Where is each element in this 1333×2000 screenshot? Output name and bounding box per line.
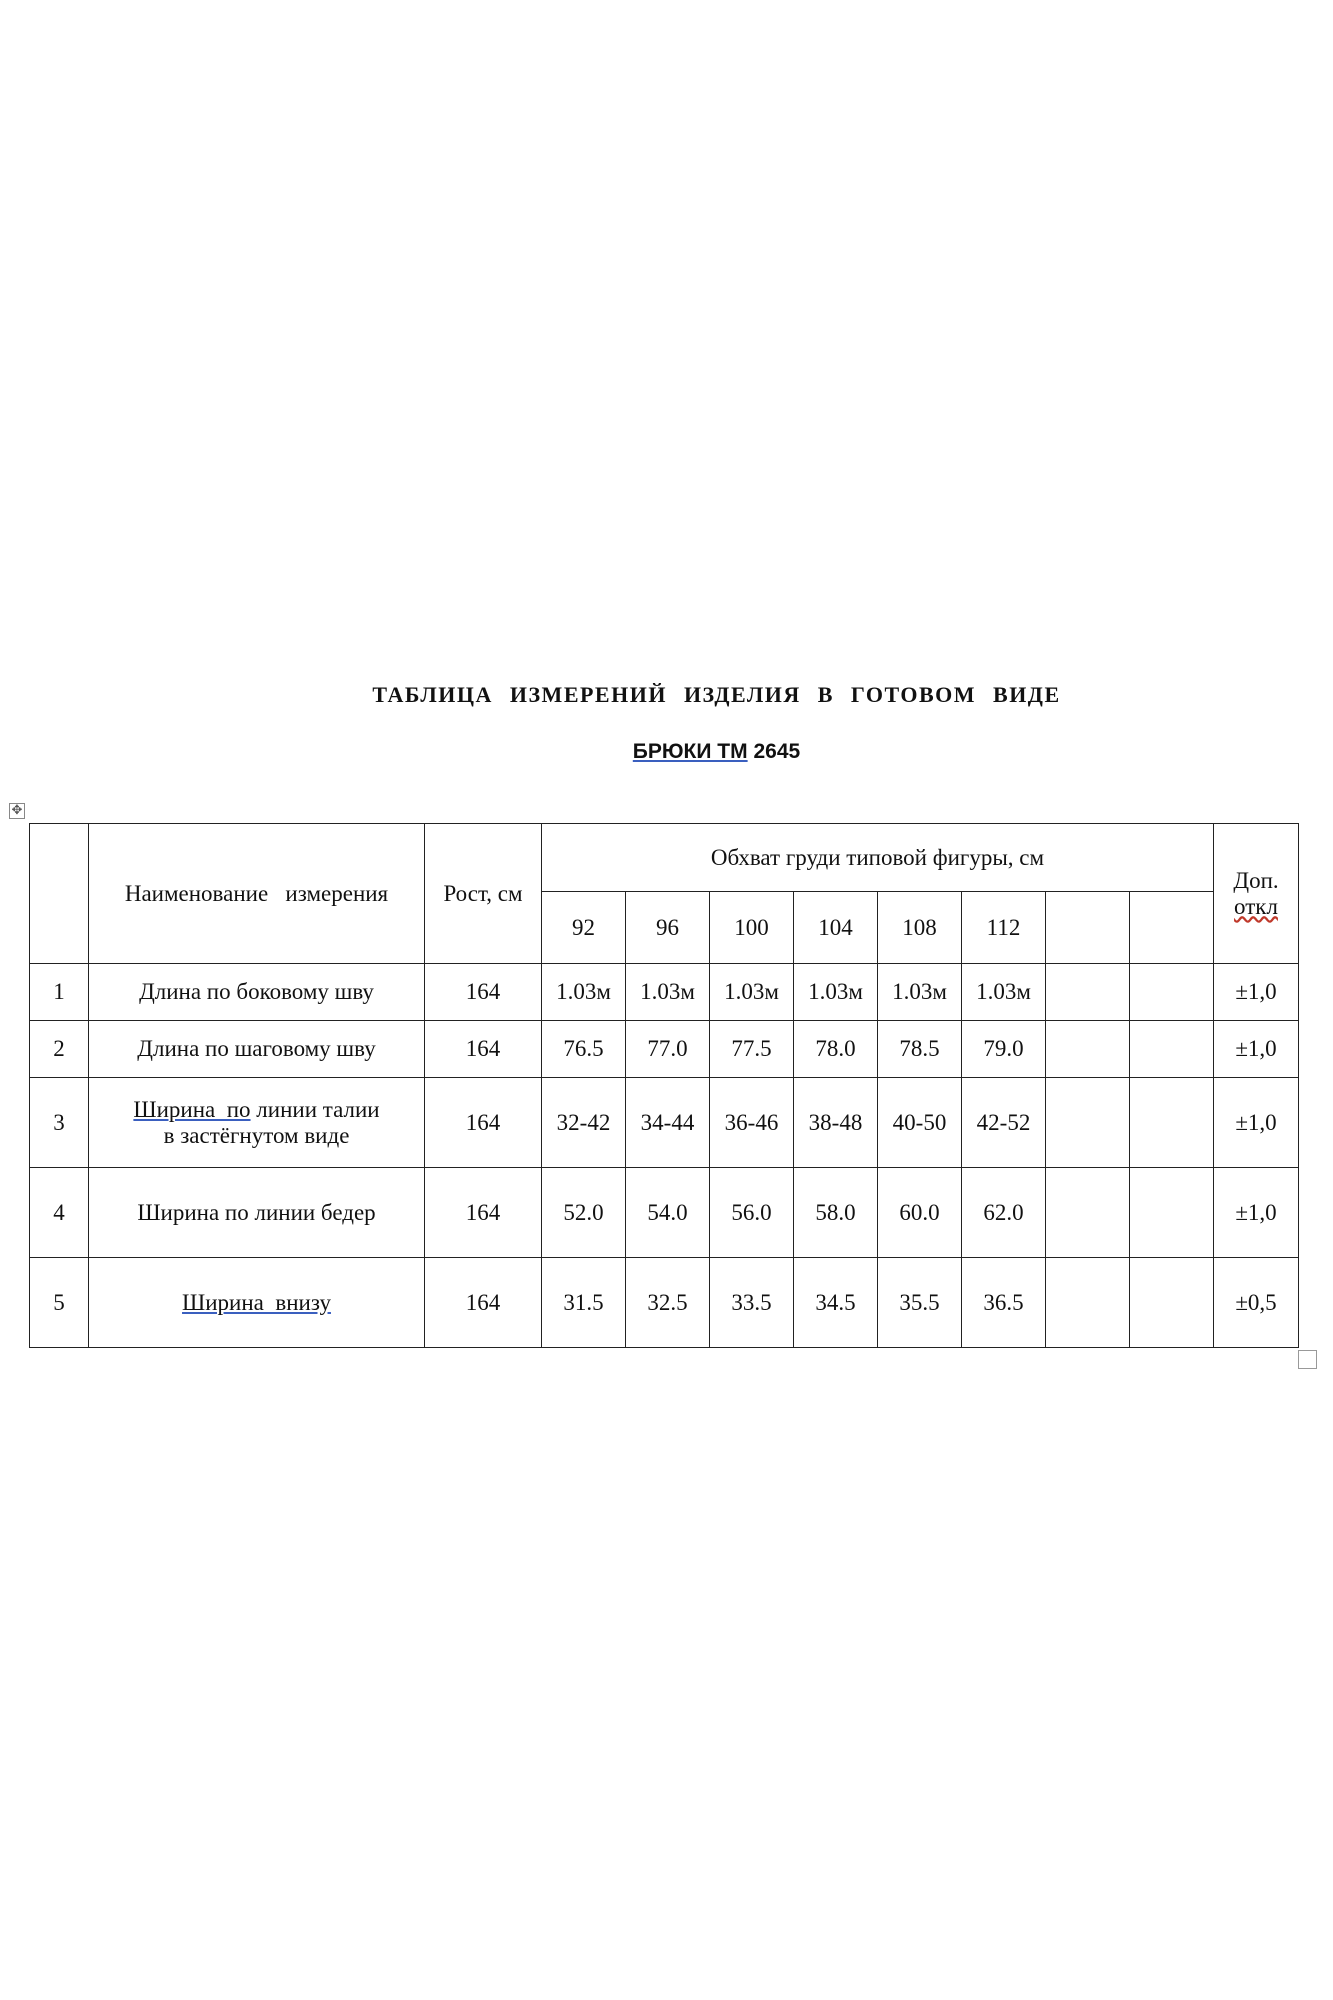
row-value: 36-46 <box>710 1078 794 1168</box>
row-measurement-name: Длина по шаговому шву <box>89 1021 425 1078</box>
header-tolerance-line1: Доп. <box>1233 867 1279 893</box>
row-measurement-name: Длина по боковому шву <box>89 964 425 1021</box>
row-value: 34-44 <box>626 1078 710 1168</box>
row-value: 1.03м <box>878 964 962 1021</box>
row-number: 3 <box>30 1078 89 1168</box>
row-value: 31.5 <box>542 1258 626 1348</box>
row-value <box>1046 1078 1130 1168</box>
row-value: 79.0 <box>962 1021 1046 1078</box>
row-value: 42-52 <box>962 1078 1046 1168</box>
document-title: ТАБЛИЦА ИЗМЕРЕНИЙ ИЗДЕЛИЯ В ГОТОВОМ ВИДЕ <box>372 682 1061 707</box>
row-value: 38-48 <box>794 1078 878 1168</box>
header-height-cell <box>425 824 542 964</box>
header-row-1 <box>30 824 1299 892</box>
row-measurement-name-line1 <box>89 1097 424 1123</box>
row-value: 77.0 <box>626 1021 710 1078</box>
row-tolerance: ±1,0 <box>1214 1021 1299 1078</box>
header-tolerance-cell <box>1214 824 1299 964</box>
row-measurement-name <box>89 1258 425 1348</box>
table-move-handle-icon[interactable]: ✥ <box>9 803 25 819</box>
row-tolerance: ±0,5 <box>1214 1258 1299 1348</box>
subtitle-product: БРЮКИ ТМ <box>632 740 748 763</box>
row-measurement-name: Ширина по линии бедер <box>89 1168 425 1258</box>
row-value <box>1130 1168 1214 1258</box>
row-measurement-name <box>89 1078 425 1168</box>
row-height: 164 <box>425 964 542 1021</box>
row-value: 60.0 <box>878 1168 962 1258</box>
header-height-label: Рост, см <box>443 880 523 906</box>
row-number: 2 <box>30 1021 89 1078</box>
row-height: 164 <box>425 1258 542 1348</box>
header-num-cell <box>30 824 89 964</box>
row-number: 1 <box>30 964 89 1021</box>
row-value: 35.5 <box>878 1258 962 1348</box>
header-tolerance-line2: откл <box>1234 893 1278 919</box>
header-chest-group-label: Обхват груди типовой фигуры, см <box>710 844 1045 870</box>
row-value: 40-50 <box>878 1078 962 1168</box>
size-cell: 100 <box>710 892 794 964</box>
table-row <box>30 964 1299 1021</box>
header-chest-group-cell <box>542 824 1214 892</box>
row-value <box>1046 1168 1130 1258</box>
row-tolerance: ±1,0 <box>1214 1168 1299 1258</box>
row-value: 78.0 <box>794 1021 878 1078</box>
row-value: 52.0 <box>542 1168 626 1258</box>
row-height: 164 <box>425 1168 542 1258</box>
row-value: 58.0 <box>794 1168 878 1258</box>
row-number: 4 <box>30 1168 89 1258</box>
row-tolerance: ±1,0 <box>1214 1078 1299 1168</box>
row-height: 164 <box>425 1078 542 1168</box>
row-measurement-name-text: Ширина внизу <box>182 1289 331 1315</box>
size-cell: 108 <box>878 892 962 964</box>
document-subtitle <box>0 740 1333 764</box>
row-number: 5 <box>30 1258 89 1348</box>
table-row <box>30 1258 1299 1348</box>
row-value: 54.0 <box>626 1168 710 1258</box>
row-value: 77.5 <box>710 1021 794 1078</box>
table-row <box>30 1078 1299 1168</box>
row-value: 56.0 <box>710 1168 794 1258</box>
row-value: 32-42 <box>542 1078 626 1168</box>
row-value: 1.03м <box>794 964 878 1021</box>
row-measurement-name-part-b: линии талии <box>250 1096 380 1122</box>
row-value: 34.5 <box>794 1258 878 1348</box>
row-height: 164 <box>425 1021 542 1078</box>
size-cell: 112 <box>962 892 1046 964</box>
row-value <box>1130 1021 1214 1078</box>
row-value: 76.5 <box>542 1021 626 1078</box>
row-value: 1.03м <box>962 964 1046 1021</box>
measurement-table <box>29 823 1299 1348</box>
header-name-label: Наименование измерения <box>124 880 389 906</box>
size-cell: 92 <box>542 892 626 964</box>
row-value: 1.03м <box>626 964 710 1021</box>
row-value <box>1130 964 1214 1021</box>
table-row <box>30 1021 1299 1078</box>
size-cell: 104 <box>794 892 878 964</box>
row-value <box>1046 1258 1130 1348</box>
row-value <box>1046 1021 1130 1078</box>
row-measurement-name-line2: в застёгнутом виде <box>163 1122 350 1148</box>
row-value <box>1046 964 1130 1021</box>
row-value <box>1130 1078 1214 1168</box>
row-value: 1.03м <box>542 964 626 1021</box>
row-value <box>1130 1258 1214 1348</box>
row-value: 33.5 <box>710 1258 794 1348</box>
table-resize-handle-icon[interactable] <box>1298 1350 1317 1369</box>
size-cell <box>1046 892 1130 964</box>
row-value: 62.0 <box>962 1168 1046 1258</box>
header-name-cell <box>89 824 425 964</box>
row-value: 32.5 <box>626 1258 710 1348</box>
row-tolerance: ±1,0 <box>1214 964 1299 1021</box>
size-cell: 96 <box>626 892 710 964</box>
row-value: 1.03м <box>710 964 794 1021</box>
subtitle-model-number: 2645 <box>753 740 801 763</box>
table-row <box>30 1168 1299 1258</box>
row-value: 36.5 <box>962 1258 1046 1348</box>
row-value: 78.5 <box>878 1021 962 1078</box>
row-measurement-name-part-a: Ширина по <box>133 1096 251 1122</box>
size-cell <box>1130 892 1214 964</box>
